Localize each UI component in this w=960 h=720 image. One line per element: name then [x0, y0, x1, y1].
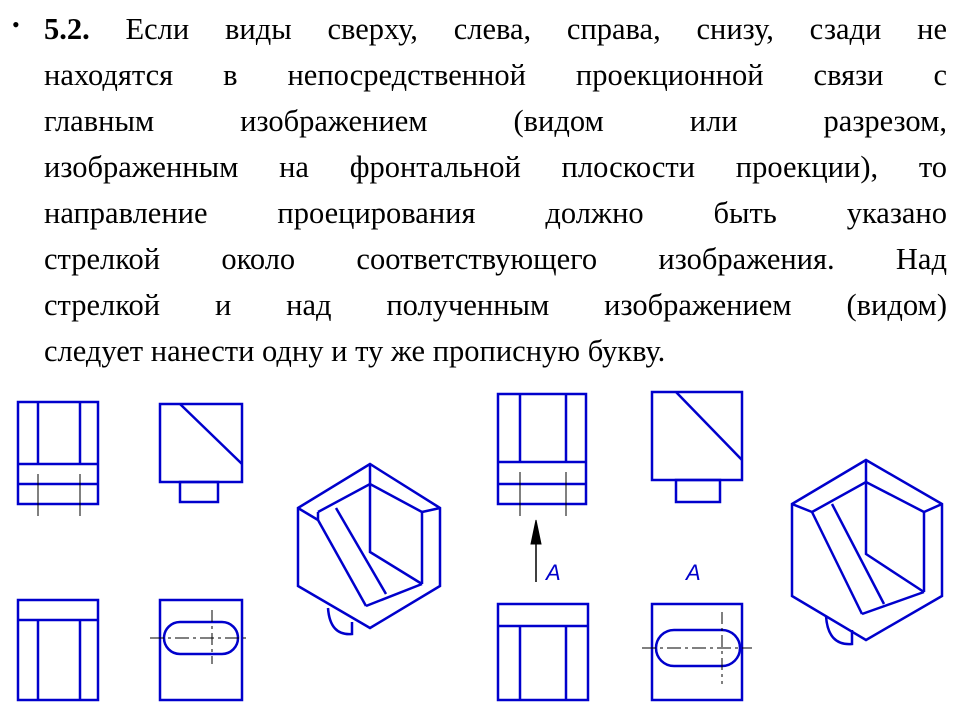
paragraph-line-2: находятся в непосредственной проекционной связи с: [44, 58, 947, 92]
right-drawing-group: [498, 392, 942, 700]
paragraph-line-8: следует нанести одну и ту же прописную букву.: [44, 334, 666, 368]
right-isometric-view: [792, 460, 942, 644]
arrow-letter-label: A: [546, 560, 561, 585]
paragraph-number: 5.2.: [44, 12, 90, 46]
paragraph-line-5: направление проецирования должно быть указано: [44, 196, 947, 230]
paragraph-line-4: изображенным на фронтальной плоскости проекции), то: [44, 150, 947, 184]
right-side-view: [652, 392, 742, 502]
paragraph-line-1: 5.2. Если виды сверху, слева, справа, снизу, сзади не: [44, 12, 947, 46]
left-front-view: [18, 402, 98, 516]
right-front-view: [498, 394, 586, 516]
left-side-view: [160, 404, 242, 502]
paragraph-line-3: главным изображением (видом или разрезом,: [44, 104, 947, 138]
left-bottom-view: [150, 600, 250, 700]
view-letter-label: A: [686, 560, 701, 585]
right-top-view: [498, 604, 588, 700]
left-isometric-view: [298, 464, 440, 634]
paragraph-line-7: стрелкой и над полученным изображением (видом): [44, 288, 947, 322]
right-bottom-view: [642, 604, 752, 700]
direction-arrow: [531, 520, 541, 582]
bullet-icon: •: [12, 12, 20, 37]
left-top-view: [18, 600, 98, 700]
technical-drawings: [0, 380, 960, 720]
left-drawing-group: [18, 402, 440, 700]
paragraph-line-6: стрелкой около соответствующего изображения. Над: [44, 242, 947, 276]
